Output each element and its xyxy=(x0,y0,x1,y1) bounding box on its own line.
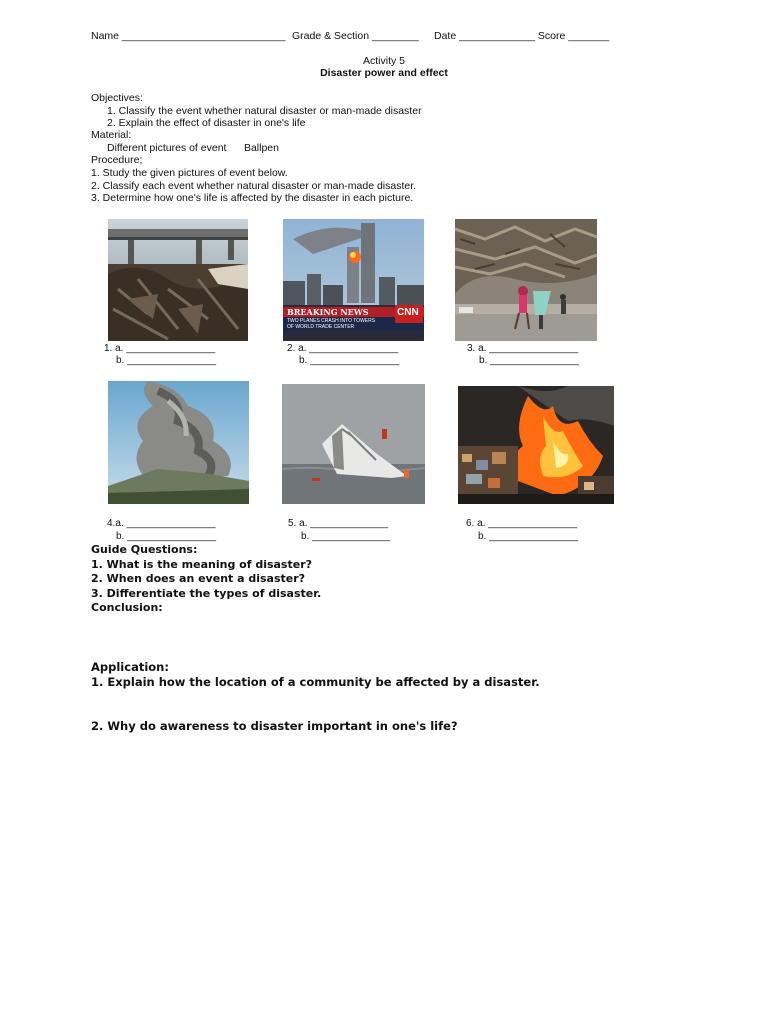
procedure-step: 3. Determine how one's life is affected by the disaster in each picture. xyxy=(91,192,414,204)
cnn-logo: CNN xyxy=(397,307,419,318)
objectives-heading: Objectives: xyxy=(91,92,143,104)
guide-question: 1. What is the meaning of disaster? xyxy=(91,558,313,571)
guide-question: 2. When does an event a disaster? xyxy=(91,572,306,585)
objective-item: 1. Classify the event whether natural disaster or man-made disaster xyxy=(107,105,422,117)
objective-item: 2. Explain the effect of disaster in one's life xyxy=(107,117,306,129)
application-heading: Application: xyxy=(91,660,169,674)
answer-4a[interactable]: 4.a. ________________ xyxy=(107,518,216,529)
activity-number: Activity 5 xyxy=(362,55,405,67)
answer-2a[interactable]: 2. a. ________________ xyxy=(287,343,399,354)
material-items: Different pictures of event Ballpen xyxy=(107,142,279,154)
answer-1a[interactable]: 1. a. ________________ xyxy=(104,343,216,354)
answer-4b[interactable]: b. ________________ xyxy=(116,531,217,542)
answer-6a[interactable]: 6. a. ________________ xyxy=(466,518,578,529)
conclusion-heading: Conclusion: xyxy=(91,601,163,614)
procedure-step: 1. Study the given pictures of event below. xyxy=(91,167,288,179)
twin-towers-attack-photo xyxy=(283,219,424,341)
guide-questions-heading: Guide Questions: xyxy=(91,543,198,556)
news-ticker-line-2: OF WORLD TRADE CENTER xyxy=(287,324,355,330)
answer-3a[interactable]: 3. a. ________________ xyxy=(467,343,579,354)
activity-title: Disaster power and effect xyxy=(320,67,448,79)
house-fire-photo xyxy=(458,386,614,504)
answer-2b[interactable]: b. ________________ xyxy=(299,355,400,366)
capsized-ship-photo xyxy=(282,384,425,504)
answer-5a[interactable]: 5. a. ______________ xyxy=(288,518,389,529)
answer-1b[interactable]: b. ________________ xyxy=(116,355,217,366)
news-ticker-line-1: TWO PLANES CRASH INTO TOWERS xyxy=(287,318,376,324)
answer-5b[interactable]: b. ______________ xyxy=(301,531,390,542)
guide-question: 3. Differentiate the types of disaster. xyxy=(91,587,322,600)
name-field[interactable]: Name ____________________________ xyxy=(91,30,286,42)
answer-3b[interactable]: b. ________________ xyxy=(479,355,580,366)
typhoon-debris-photo xyxy=(455,219,597,341)
application-question-2: 2. Why do awareness to disaster important in one's life? xyxy=(91,719,458,733)
date-score-field[interactable]: Date _____________ Score _______ xyxy=(434,30,610,42)
procedure-step: 2. Classify each event whether natural disaster or man-made disaster. xyxy=(91,180,417,192)
breaking-news-caption: BREAKING NEWS xyxy=(287,307,369,317)
grade-section-field[interactable]: Grade & Section ________ xyxy=(292,30,419,42)
collapsed-bridge-photo xyxy=(108,219,248,341)
material-heading: Material: xyxy=(91,129,132,141)
answer-6b[interactable]: b. ________________ xyxy=(478,531,579,542)
procedure-heading: Procedure; xyxy=(91,154,143,166)
volcano-eruption-photo xyxy=(108,381,249,504)
application-question-1: 1. Explain how the location of a community be affected by a disaster. xyxy=(91,675,540,689)
